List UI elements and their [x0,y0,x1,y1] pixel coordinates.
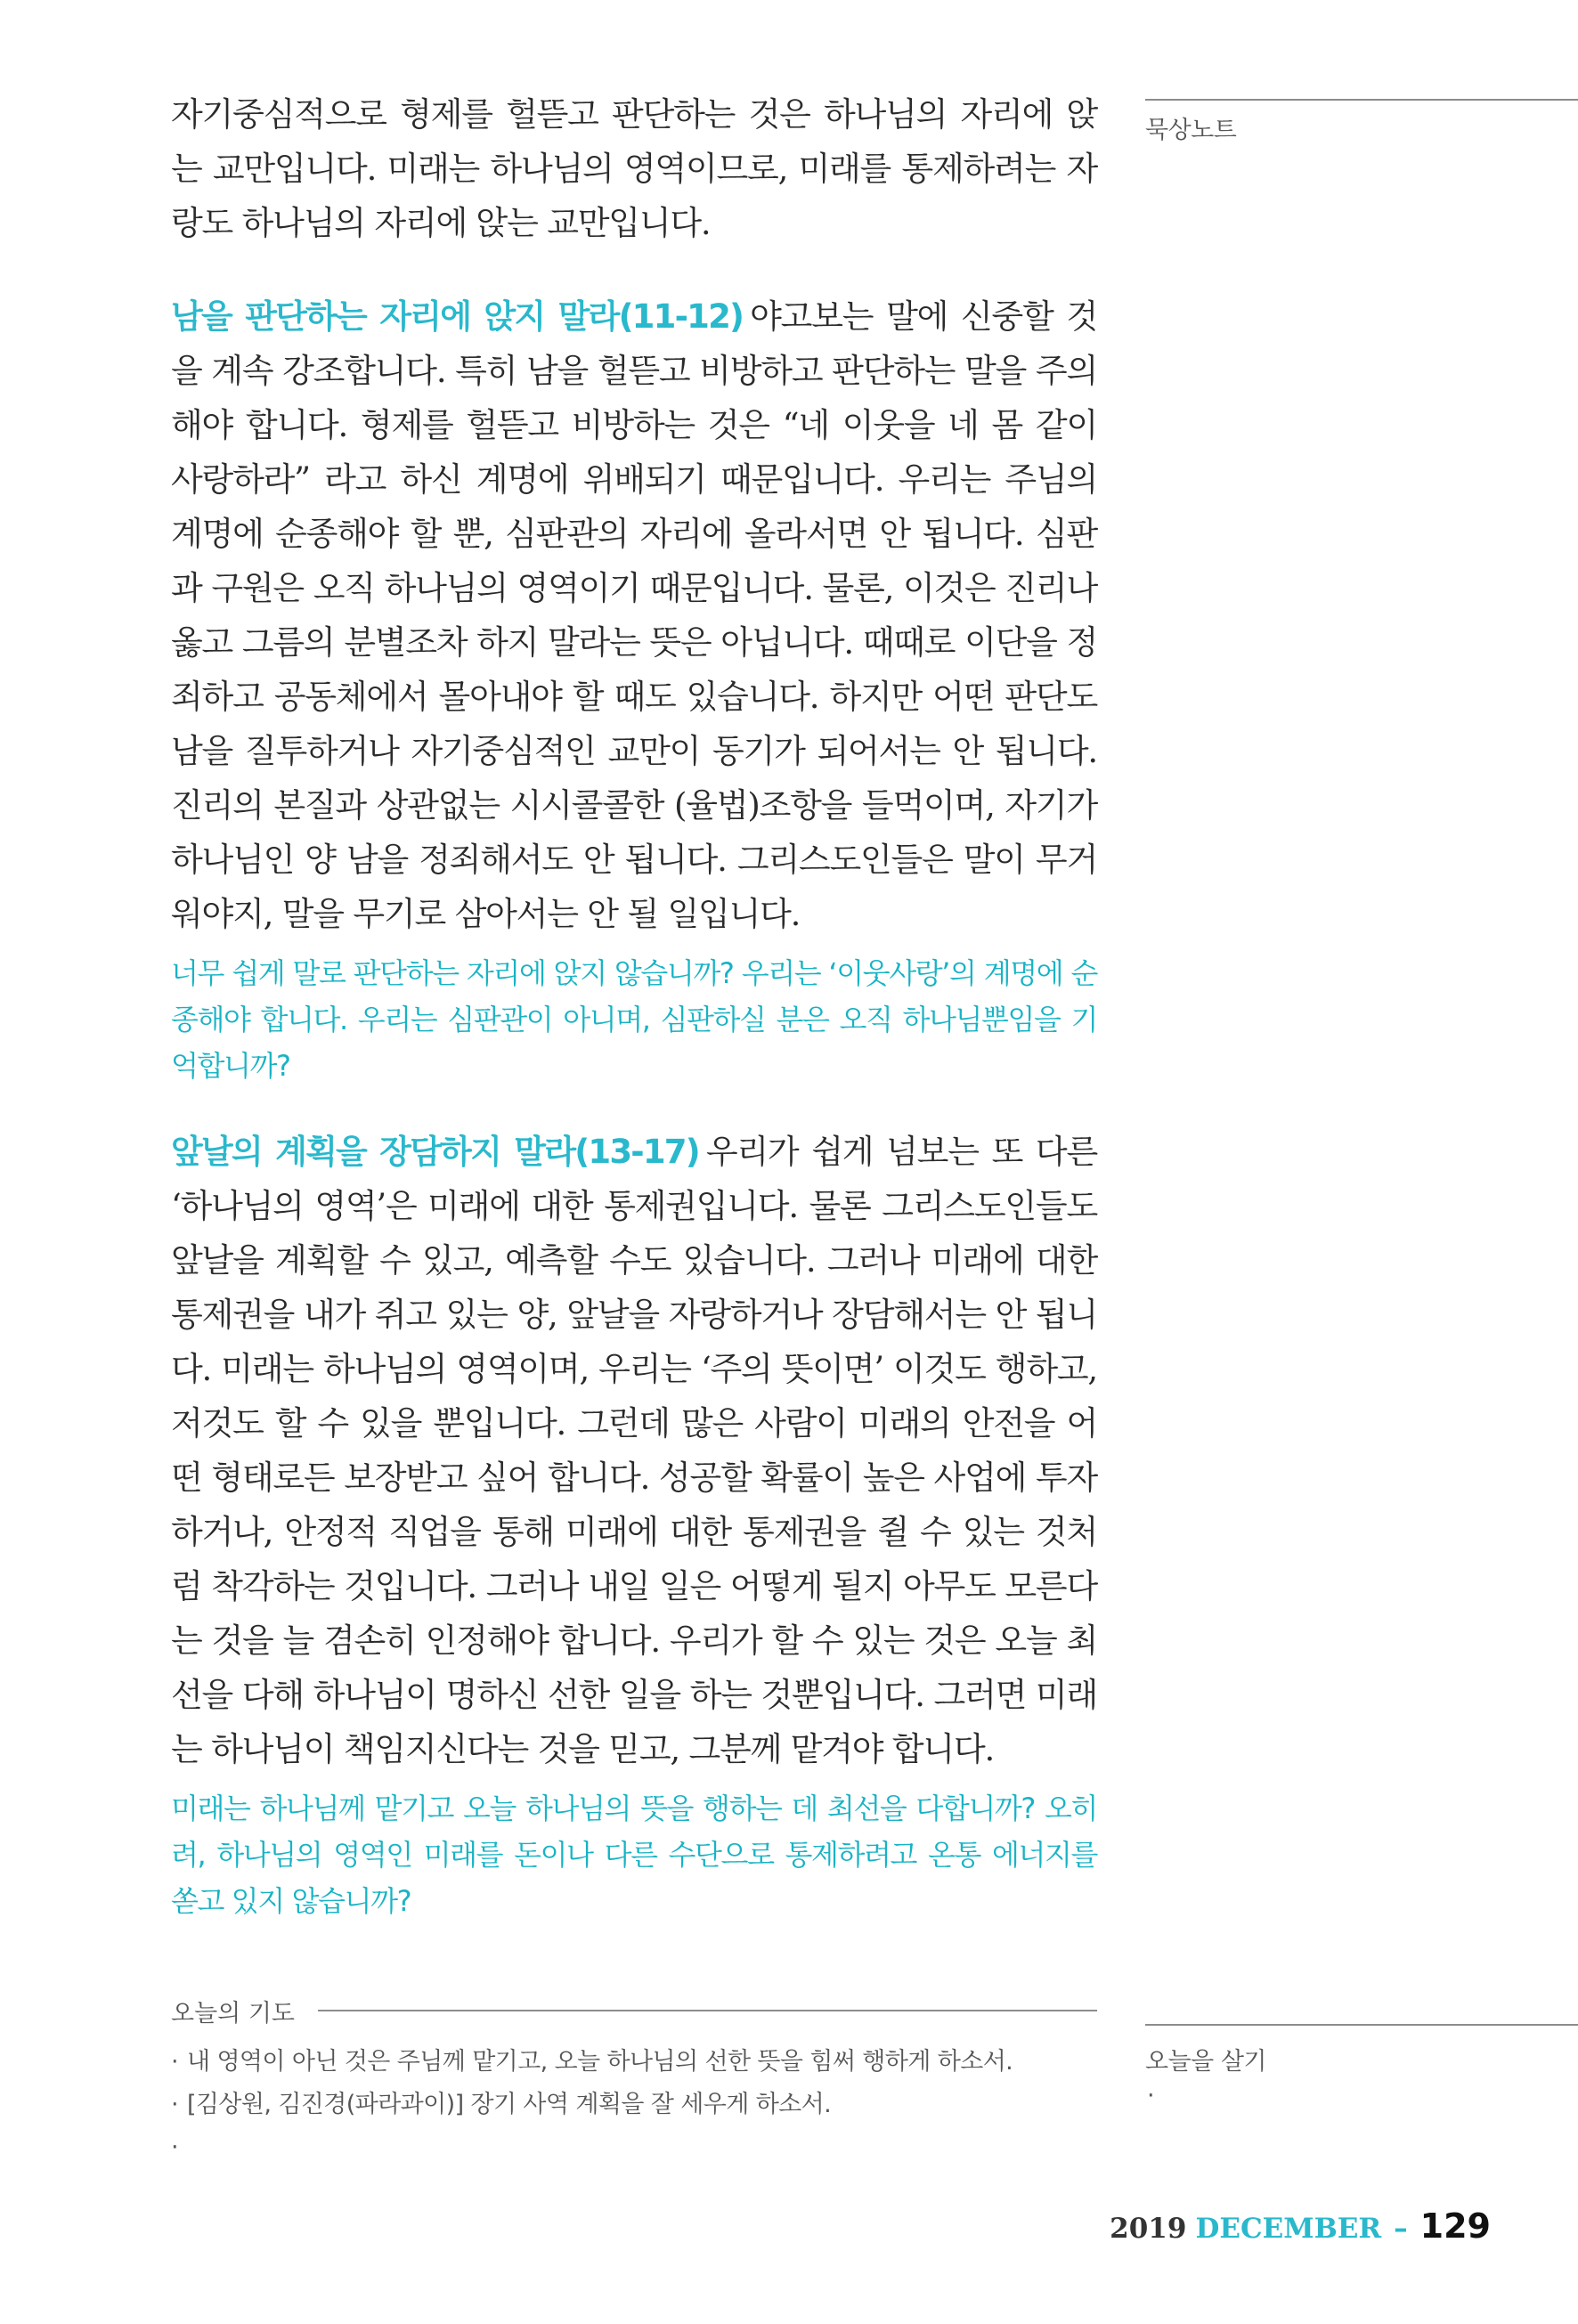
section1-heading: 남을 판단하는 자리에 앉지 말라(11-12) [171,297,744,336]
section2-question: 미래는 하나님께 맡기고 오늘 하나님의 뜻을 행하는 데 최선을 다합니까? 오히려, 하나님의 영역인 미래를 돈이나 다른 수단으로 통제하려고 온통 에너지를 쏟고 있지 않습니까? [171,1792,1097,1918]
footer-year: 2019 [1110,2213,1187,2245]
living-today-bullet-icon: · [1147,2082,1155,2109]
living-today-rule [1145,2024,1578,2026]
bullet-dot-icon: · [171,2133,178,2161]
section1-question: 너무 쉽게 말로 판단하는 자리에 앉지 않습니까? 우리는 ‘이웃사랑’의 계명에 순종해야 합니다. 우리는 심판관이 아니며, 심판하실 분은 오직 하나님뿐임을 기억합니까? [171,956,1097,1083]
bullet-dot-icon: · [171,2048,178,2076]
prayer-title: 오늘의 기도 [171,1999,295,2027]
prayer-header [171,1993,1097,2028]
bullet-dot-icon: · [171,2091,178,2118]
page-footer [1110,2206,1491,2246]
page-number: 129 [1419,2206,1491,2246]
prayer-item [171,2041,1097,2084]
meditation-note-label: 묵상노트 [1145,117,1237,144]
section2-heading: 앞날의 계획을 장담하지 말라(13-17) [171,1133,699,1171]
prayer-rule [318,2010,1097,2011]
footer-dash: – [1394,2213,1408,2245]
prayer-list [171,2041,1097,2169]
section1-paragraph [171,289,1097,941]
main-article [171,87,1097,1960]
meditation-note-rule [1145,99,1578,101]
todays-prayer [171,1993,1097,2169]
section2-text: 우리가 쉽게 넘보는 또 다른 ‘하나님의 영역’은 미래에 대한 통제권입니다. 물론 그리스도인들도 앞날을 계획할 수 있고, 예측할 수도 있습니다. 그러나 미래에 대한 통제권을 내가 쥐고 있는 양, 앞날을 자랑하거나 장담해서는 안 됩니다. 미래는 하나님의 영역이며, 우리는 ‘주의 뜻이면’ 이것도 행하고, 저것도 할 수 있을 뿐입니다. 그런데 많은 사람이 미래의 안전을 어떤 형태로든 보장받고 싶어 합니다. 성공할 확률이 높은 사업에 투자하거나, 안정적 직업을 통해 미래에 대한 통제권을 쥘 수 있는 것처럼 착각하는 것입니다. 그러나 내일 일은 어떻게 될지 아무도 모른다는 것을 늘 겸손히 인정해야 합니다. 우리가 할 수 있는 것은 오늘 최선을 다해 하나님이 명하신 선한 일을 하는 것뿐입니다. 그러면 미래는 하나님이 책임지신다는 것을 믿고, 그분께 맡겨야 합니다. [171,1133,1097,1768]
prayer-item [171,2084,1097,2126]
prayer-item-text: [김상원, 김진경(파라과이)] 장기 사역 계획을 잘 세우게 하소서. [186,2091,832,2118]
intro-paragraph: 자기중심적으로 형제를 헐뜯고 판단하는 것은 하나님의 자리에 앉는 교만입니다. 미래는 하나님의 영역이므로, 미래를 통제하려는 자랑도 하나님의 자리에 앉는 교만입니다. [171,95,1097,242]
footer-month: DECEMBER [1195,2213,1382,2245]
prayer-item [171,2126,1097,2169]
section2-paragraph [171,1125,1097,1776]
section1-text: 야고보는 말에 신중할 것을 계속 강조합니다. 특히 남을 헐뜯고 비방하고 판단하는 말을 주의해야 합니다. 형제를 헐뜯고 비방하는 것은 “네 이웃을 네 몸 같이 사랑하라” 라고 하신 계명에 위배되기 때문입니다. 우리는 주님의 계명에 순종해야 할 뿐, 심판관의 자리에 올라서면 안 됩니다. 심판과 구원은 오직 하나님의 영역이기 때문입니다. 물론, 이것은 진리나 옳고 그름의 분별조차 하지 말라는 뜻은 아닙니다. 때때로 이단을 정죄하고 공동체에서 몰아내야 할 때도 있습니다. 하지만 어떤 판단도 남을 질투하거나 자기중심적인 교만이 동기가 되어서는 안 됩니다. 진리의 본질과 상관없는 시시콜콜한 (율법)조항을 들먹이며, 자기가 하나님인 양 남을 정죄해서도 안 됩니다. 그리스도인들은 말이 무거워야지, 말을 무기로 삼아서는 안 될 일입니다. [171,297,1097,933]
living-today-label: 오늘을 살기 [1145,2048,1266,2076]
prayer-item-text: 내 영역이 아닌 것은 주님께 맡기고, 오늘 하나님의 선한 뜻을 힘써 행하게 하소서. [186,2048,1013,2076]
